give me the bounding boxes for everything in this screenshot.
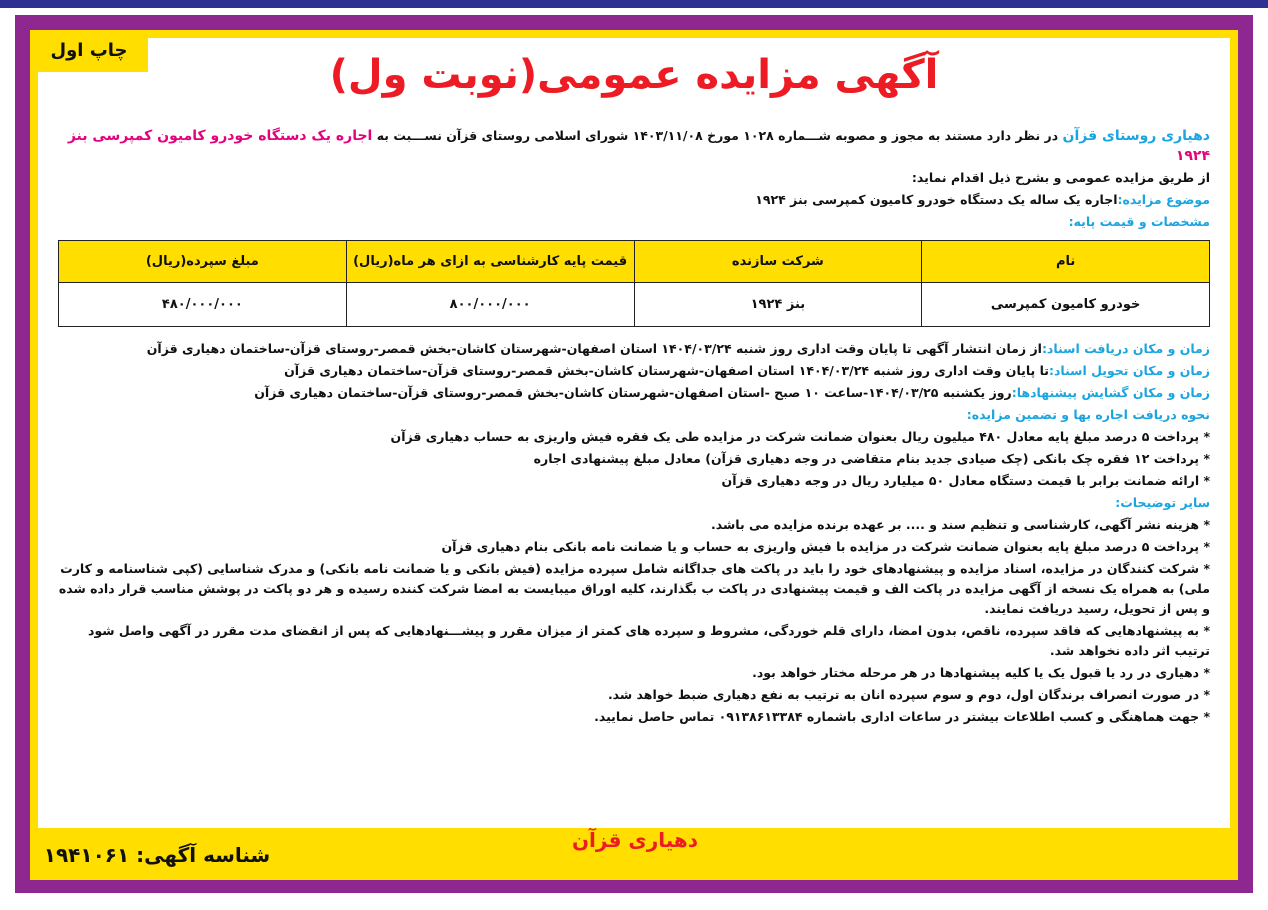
schedule-label: زمان و مکان دریافت اسناد: xyxy=(1041,341,1210,356)
table-header: قیمت پایه کارشناسی به ازای هر ماه(ریال) xyxy=(346,241,634,283)
specs-label: مشخصات و قیمت پایه: xyxy=(1068,214,1210,229)
table-cell: بنز ۱۹۲۴ xyxy=(634,283,922,327)
schedule-label: زمان و مکان گشایش پیشنهادها: xyxy=(1011,385,1210,400)
top-bar xyxy=(0,0,1268,8)
schedule-value: روز یکشنبه ۱۴۰۴/۰۳/۲۵-ساعت ۱۰ صبح -استان اصفهان-شهرستان کاشان-بخش قمصر-روستای قزآن-ساختمان دهیاری قزآن xyxy=(254,385,1012,400)
schedule-deliver xyxy=(58,361,1210,381)
subject-label: موضوع مزایده: xyxy=(1117,192,1210,207)
schedule-opening xyxy=(58,383,1210,403)
ad-title: آگهی مزایده عمومی(نوبت ول) xyxy=(329,52,939,98)
ad-content xyxy=(58,126,1210,729)
table-cell: خودرو کامیون کمپرسی xyxy=(922,283,1210,327)
schedule-label: زمان و مکان تحویل اسناد: xyxy=(1048,363,1210,378)
subject-value: اجاره یک ساله یک دستگاه خودرو کامیون کمپرسی بنز ۱۹۲۴ xyxy=(755,192,1118,207)
table-cell: ۴۸۰/۰۰۰/۰۰۰ xyxy=(59,283,347,327)
intro-text: در نظر دارد مستند به مجوز و مصوبه شـــماره ۱۰۲۸ مورخ ۱۴۰۳/۱۱/۰۸ شورای اسلامی روستای قزآن نســـبت به xyxy=(372,128,1063,143)
notes-label: سایر توضیحات: xyxy=(1115,495,1210,510)
payment-item: * ارائه ضمانت برابر با قیمت دستگاه معادل ۵۰ میلیارد ریال در وجه دهیاری قزآن xyxy=(721,473,1210,488)
note-item: * هزینه نشر آگهی، کارشناسی و تنظیم سند و .... بر عهده برنده مزایده می باشد. xyxy=(711,517,1210,532)
note-item: * به پیشنهادهایی که فاقد سپرده، ناقص، بدون امضا، دارای قلم خوردگی، مشروط و سپرده های کمتر از میزان مقرر و پیشـــنهادهایی که پس از انقضای مدت مقرر در آگهی واصل شود ترتیب اثر داده نخواهد شد. xyxy=(88,623,1210,658)
note-item: * در صورت انصراف برندگان اول، دوم و سوم سپرده انان به ترتیب به نفع دهیاری ضبط خواهد شد. xyxy=(607,687,1210,702)
schedule-value: از زمان انتشار آگهی تا پایان وقت اداری روز شنبه ۱۴۰۴/۰۳/۲۴ استان اصفهان-شهرستان کاشان-بخش قمصر-روستای قزآن-ساختمان دهیاری قزآن xyxy=(146,341,1042,356)
ad-id: شناسه آگهی: ۱۹۴۱۰۶۱ xyxy=(30,830,284,880)
note-item: * پرداخت ۵ درصد مبلغ پایه بعنوان ضمانت شرکت در مزایده با فیش واریزی به حساب و یا ضمانت نامه بانکی بنام دهیاری قزآن xyxy=(441,539,1210,554)
payment-item: * پرداخت ۵ درصد مبلغ پایه معادل ۴۸۰ میلیون ریال بعنوان ضمانت شرکت در مزایده طی یک فقره فیش واریزی به حساب دهیاری قزآن xyxy=(390,429,1210,444)
payment-label: نحوه دریافت اجاره بها و تضمین مزایده: xyxy=(966,407,1210,422)
price-table xyxy=(58,240,1210,327)
table-cell: ۸۰۰/۰۰۰/۰۰۰ xyxy=(346,283,634,327)
print-badge: چاپ اول xyxy=(30,30,148,72)
intro-line-2: از طریق مزایده عمومی و بشرح ذیل اقدام نماید: xyxy=(911,170,1210,185)
schedule-receive xyxy=(58,339,1210,359)
schedule-value: تا پایان وقت اداری روز شنبه ۱۴۰۴/۰۳/۲۴ استان اصفهان-شهرستان کاشان-بخش قمصر-روستای قزآن-ساختمان دهیاری قزآن xyxy=(284,363,1049,378)
note-item: * دهیاری در رد یا قبول یک یا کلیه پیشنهادها در هر مرحله مختار خواهد بود. xyxy=(752,665,1210,680)
intro-highlight: اجاره یک دستگاه خودرو کامیون کمپرسی بنز ۱۹۲۴ xyxy=(67,128,1210,164)
signature: دهیاری قزآن xyxy=(571,828,699,852)
note-item: * جهت هماهنگی و کسب اطلاعات بیشتر در ساعات اداری باشماره ۰۹۱۳۸۶۱۳۳۸۴ تماس حاصل نمایید. xyxy=(594,709,1210,724)
intro-line xyxy=(58,126,1210,166)
table-header: مبلغ سپرده(ریال) xyxy=(59,241,347,283)
table-header: نام xyxy=(922,241,1210,283)
table-header: شرکت سازنده xyxy=(634,241,922,283)
note-item: * شرکت کنندگان در مزایده، اسناد مزایده و پیشنهادهای خود را باید در پاکت های جداگانه شامل سپرده مزایده (فیش بانکی و یا ضمانت نامه بانکی) و مدرک شناسایی (کپی شناسنامه و کارت ملی) به همراه یک نسخه از آگهی مزایده در پاکت الف و قیمت پیشنهادی در پاکت ب بگذارند، کلیه اوراق میبایست به امضا شرکت کننده رسیده و هر دو پاکت در پوشش مناسب قرار داده شده و پس از تحویل، رسید دریافت نمایند. xyxy=(58,561,1210,616)
payment-item: * پرداخت ۱۲ فقره چک بانکی (چک صیادی جدید بنام متقاضی در وجه دهیاری قزآن) معادل مبلغ پیشنهادی اجاره xyxy=(533,451,1210,466)
org-name: دهیاری روستای قزآن xyxy=(1062,128,1210,144)
subject-line xyxy=(58,190,1210,210)
